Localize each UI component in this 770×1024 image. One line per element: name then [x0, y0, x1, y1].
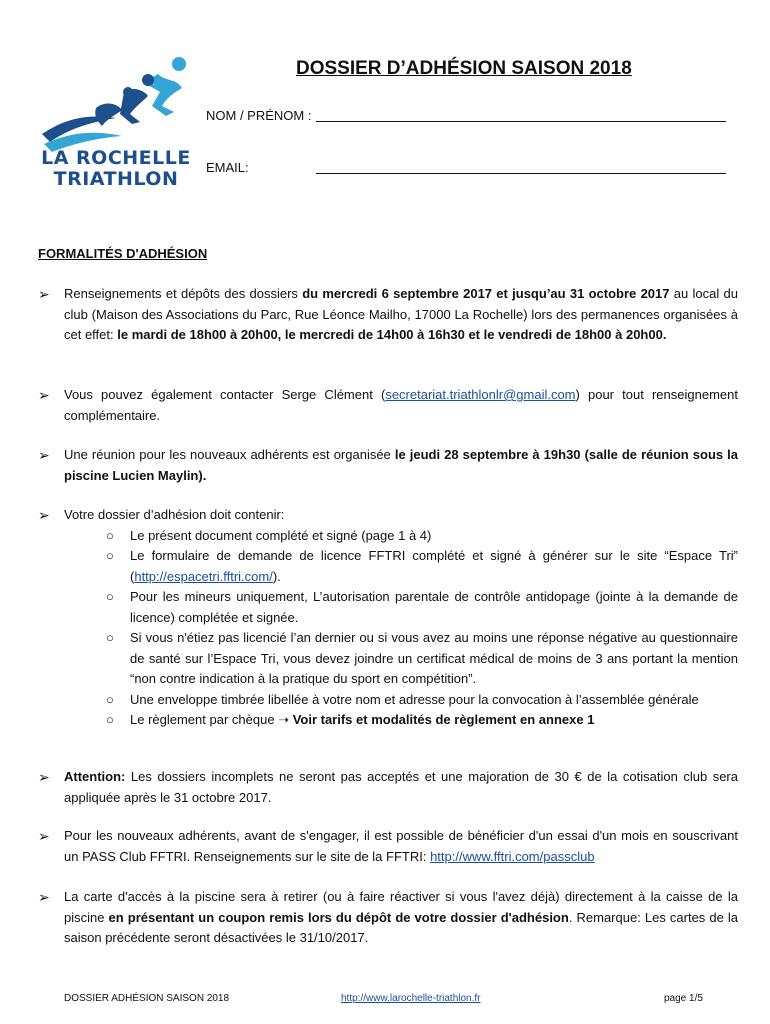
page-number: page 1/5: [664, 993, 703, 1004]
email-label: EMAIL:: [206, 160, 249, 175]
text: Pour les nouveaux adhérents, avant de s'engager, il est possible de bénéficier d'un essai d'un mois en souscrivant un PASS Club FFTRI. Renseignements sur le site de la FFTRI:: [64, 828, 738, 864]
paragraph-contact: [38, 385, 738, 426]
list-item: [38, 628, 738, 690]
bold-text: Attention:: [64, 769, 126, 784]
bold-text: le mardi de 18h00 à 20h00, le mercredi de 14h00 à 16h30 et le vendredi de 18h00 à 20h00.: [117, 327, 667, 342]
text: Une enveloppe timbrée libellée à votre nom et adresse pour la convocation à l’assemblée générale: [130, 691, 699, 707]
circle-bullet-icon: ○: [106, 548, 114, 563]
bullet-arrow-icon: ➢: [38, 387, 50, 403]
paragraph-registration: [38, 284, 738, 346]
name-label: NOM / PRÉNOM :: [206, 108, 312, 123]
bullet-arrow-icon: ➢: [38, 507, 50, 523]
circle-bullet-icon: ○: [106, 589, 114, 604]
list-item: [38, 710, 738, 731]
text: . Remarque: Les cartes de la saison précédente seront désactivées le 31/10/2017.: [64, 909, 739, 945]
dossier-intro: Votre dossier d’adhésion doit contenir:: [64, 507, 285, 522]
bold-text: du mercredi 6 septembre 2017 et jusqu’au 31 octobre 2017: [302, 286, 670, 301]
bold-text: en présentant un coupon remis lors du dépôt de votre dossier d'adhésion: [108, 909, 569, 925]
espacetri-link[interactable]: http://espacetri.fftri.com/: [134, 568, 273, 584]
bullet-arrow-icon: ➢: [38, 447, 50, 463]
club-logo-text: [36, 148, 196, 190]
bullet-arrow-icon: ➢: [38, 286, 50, 302]
contact-email-link[interactable]: secretariat.triathlonlr@gmail.com: [385, 387, 576, 402]
triathlete-logo-icon: [36, 52, 196, 152]
email-field[interactable]: [316, 173, 726, 174]
text: La carte d'accès à la piscine sera à retirer (ou à faire réactiver si vous l'avez déjà) directement à la caisse de la piscine: [64, 889, 738, 925]
bullet-arrow-icon: ➢: [38, 769, 50, 785]
circle-bullet-icon: ○: [106, 691, 114, 707]
list-item: [38, 587, 738, 628]
list-item: [38, 526, 738, 547]
text: ).: [272, 568, 281, 584]
passclub-link[interactable]: http://www.fftri.com/passclub: [430, 848, 595, 864]
logo-line2: TRIATHLON: [53, 168, 179, 190]
text: Le formulaire de demande de licence FFTRI complété et signé à générer sur le site “Espace Tri” (: [130, 548, 738, 584]
circle-bullet-icon: ○: [106, 712, 114, 727]
list-item: [38, 690, 738, 711]
section-title: FORMALITÉS D'ADHÉSION: [38, 246, 208, 261]
circle-bullet-icon: ○: [106, 630, 114, 645]
right-arrow-icon: ➝: [278, 712, 290, 727]
text: ) pour tout renseignement complémentaire.: [64, 387, 738, 423]
text: Une réunion pour les nouveaux adhérents est organisée: [64, 447, 395, 462]
paragraph-dossier-contents: [38, 505, 738, 731]
paragraph-meeting: [38, 445, 738, 486]
bold-text: Voir tarifs et modalités de règlement en annexe 1: [292, 712, 595, 727]
text: au local du club (Maison des Associations du Parc, Rue Léonce Mailho, 17000 La Rochelle) lors des permanences organisées à cet effet:: [64, 286, 738, 342]
logo-line1: LA ROCHELLE: [41, 147, 191, 169]
text: Vous pouvez également contacter Serge Clément (: [64, 387, 386, 402]
text: Le présent document complété et signé (page 1 à 4): [130, 527, 432, 543]
bullet-arrow-icon: ➢: [38, 828, 50, 844]
paragraph-pass-club: [38, 826, 738, 867]
text: Pour les mineurs uniquement, L’autorisation parentale de contrôle antidopage (jointe à la demande de licence) complétée et signée.: [130, 589, 738, 625]
paragraph-attention: [38, 767, 738, 808]
page-title: DOSSIER D’ADHÉSION SAISON 2018: [296, 58, 632, 79]
text: Le règlement par chèque: [130, 712, 279, 727]
circle-bullet-icon: ○: [106, 527, 114, 543]
dossier-items-list: [38, 526, 738, 731]
bold-text: le jeudi 28 septembre à 19h30 (salle de réunion sous la piscine Lucien Maylin).: [64, 447, 739, 483]
text: Renseignements et dépôts des dossiers: [64, 286, 303, 301]
list-item: [38, 546, 738, 587]
paragraph-pool-card: [38, 887, 738, 949]
footer-website-link[interactable]: http://www.larochelle-triathlon.fr: [341, 993, 481, 1004]
bullet-arrow-icon: ➢: [38, 889, 50, 905]
text: Si vous n'étiez pas licencié l’an dernier ou si vous avez au moins une réponse négative au questionnaire de santé sur l’Espace Tri, vous devez joindre un certificat médical de moins de 3 ans portant la mention “non contre indication à la pratique du sport en compétition”.: [130, 630, 738, 686]
footer-title: DOSSIER ADHÉSION SAISON 2018: [64, 993, 230, 1004]
text: Les dossiers incomplets ne seront pas acceptés et une majoration de 30 € de la cotisation club sera appliquée après le 31 octobre 2017.: [64, 769, 738, 805]
name-field[interactable]: [316, 121, 726, 122]
